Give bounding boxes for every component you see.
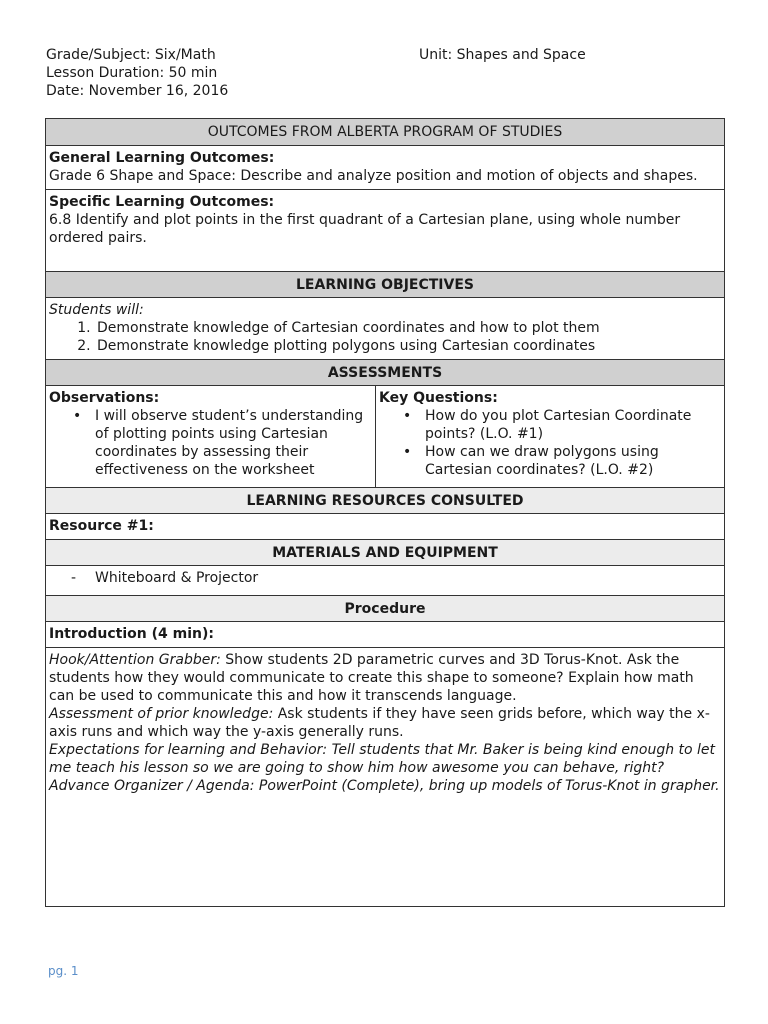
key-questions-label: Key Questions: [379,390,498,406]
dash-bullet: - [71,570,77,586]
resource-1: Resource #1: [46,513,724,539]
lesson-date: Date: November 16, 2016 [46,83,229,99]
introduction-body [46,647,724,906]
expectations-paragraph: Expectations for learning and Behavior: Tell students that Mr. Baker is being kind enough to let me teach his lesson so we are going to show him how awesome you can behave, right? [49,742,716,776]
procedure-heading: Procedure [46,595,724,621]
lesson-plan-table [45,118,725,907]
specific-outcomes-text: 6.8 Identify and plot points in the first quadrant of a Cartesian plane, using whole number ordered pairs. [49,212,681,246]
key-questions-list [379,407,720,479]
unit: Unit: Shapes and Space [419,47,586,63]
observations-label: Observations: [49,390,160,406]
specific-outcomes [46,189,724,271]
observations-column [46,386,376,487]
hook-label: Hook/Attention Grabber: [49,652,221,668]
list-item: • I will observe student’s understanding of plotting points using Cartesian coordinates by assessing their effectiveness on the worksheet [95,407,371,479]
list-item: • How do you plot Cartesian Coordinate points? (L.O. #1) [425,407,720,443]
grade-subject: Grade/Subject: Six/Math [46,47,216,63]
key-questions-column [376,386,724,487]
general-outcomes-text: Grade 6 Shape and Space: Describe and analyze position and motion of objects and shapes. [49,168,698,184]
observations-list [49,407,371,479]
lesson-header [46,46,726,100]
objectives-intro: Students will: [49,302,144,318]
specific-outcomes-label: Specific Learning Outcomes: [49,194,275,210]
page-number: pg. 1 [48,964,79,978]
prior-text: Ask students if they have seen grids before, which way the x-axis runs and which way the y-axis generally runs. [49,706,710,740]
prior-knowledge-paragraph [49,705,720,741]
materials-item [46,565,724,595]
prior-label: Assessment of prior knowledge: [49,706,274,722]
lesson-duration: Lesson Duration: 50 min [46,65,218,81]
list-item: 2. Demonstrate knowledge plotting polygons using Cartesian coordinates [95,337,720,355]
assessments-heading: ASSESSMENTS [46,359,724,385]
hook-paragraph [49,651,720,705]
list-item: • How can we draw polygons using Cartesian coordinates? (L.O. #2) [425,443,720,479]
objectives-heading: LEARNING OBJECTIVES [46,271,724,297]
objectives-list [49,319,720,355]
outcomes-heading: OUTCOMES FROM ALBERTA PROGRAM OF STUDIES [46,119,724,145]
assessments-body [46,385,724,487]
general-outcomes-label: General Learning Outcomes: [49,150,275,166]
introduction-label: Introduction (4 min): [46,621,724,647]
general-outcomes [46,145,724,189]
objectives-body [46,297,724,359]
advance-organizer-paragraph: Advance Organizer / Agenda: PowerPoint (Complete), bring up models of Torus-Knot in grapher. [49,778,720,794]
list-item: 1. Demonstrate knowledge of Cartesian coordinates and how to plot them [95,319,720,337]
materials-item-text: Whiteboard & Projector [95,570,259,586]
resources-heading: LEARNING RESOURCES CONSULTED [46,487,724,513]
hook-text: Show students 2D parametric curves and 3D Torus-Knot. Ask the students how they would communicate to create this shape to someone? Explain how math can be used to communicate this and how it transcends language. [49,652,694,704]
materials-heading: MATERIALS AND EQUIPMENT [46,539,724,565]
